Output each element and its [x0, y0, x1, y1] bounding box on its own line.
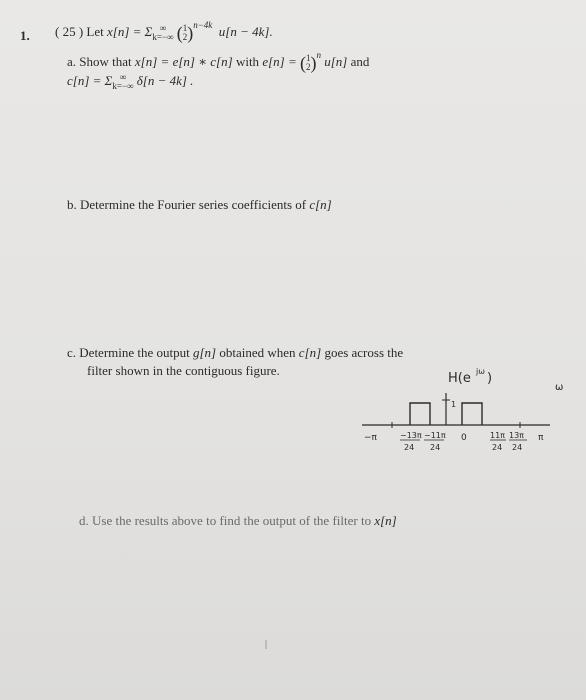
tick-label-neg-pi: −π	[364, 433, 377, 443]
part-a-c-left: c[n] = Σ	[67, 73, 113, 88]
tick-label-neg-13pi: −13π	[400, 431, 422, 440]
tick-label-13pi-den: 24	[512, 443, 523, 452]
question-statement: ( 25 ) Let x[n] = Σ ∞ k=−∞ (1 2)$^{n-4k}$ u[n − 4k].	[55, 20, 273, 43]
part-d-var: x[n]	[374, 513, 397, 528]
part-d-label: d.	[79, 513, 89, 528]
part-a-e-right: u[n]	[324, 54, 348, 69]
x-definition-left: x[n] = Σ	[107, 24, 153, 39]
part-a-and: and	[350, 54, 370, 69]
part-d-text: Use the results above to find the output of the filter to	[92, 513, 372, 528]
x-definition-right: u[n − 4k].	[218, 24, 273, 39]
part-a-e-left: e[n] =	[262, 54, 297, 69]
part-a-e-exponent: n	[316, 50, 321, 60]
part-a-equation: x[n] = e[n] ∗ c[n]	[134, 54, 233, 69]
tick-label-11pi: 11π	[490, 431, 505, 440]
filter-title: H(e	[448, 371, 471, 386]
part-b-var: c[n]	[309, 197, 332, 212]
part-a-line1: a. Show that x[n] = e[n] ∗ c[n] with e[n] = (1 2)$^n$ u[n] and	[67, 50, 370, 73]
part-b-text: Determine the Fourier series coefficients of	[80, 197, 307, 212]
one-half-fraction: 1 2	[182, 23, 188, 43]
sum-limits: ∞ k=−∞	[152, 23, 174, 43]
part-a-c-right: δ[n − 4k] .	[136, 73, 194, 88]
part-c-line1	[67, 345, 403, 361]
part-d	[79, 513, 397, 529]
part-c-g: g[n]	[193, 345, 217, 360]
pen-mark	[265, 640, 267, 649]
omega-label: ω	[555, 382, 564, 393]
filter-title-sup: jω	[476, 367, 485, 376]
part-a-c-sum-limits: ∞ k=−∞	[112, 72, 134, 92]
tick-label-11pi-den: 24	[492, 443, 503, 452]
part-a-line2	[67, 73, 193, 91]
part-c-label: c.	[67, 345, 77, 360]
question-number: 1.	[20, 28, 30, 43]
part-c-text3: goes across the	[324, 345, 404, 360]
x-exponent: n−4k	[193, 20, 213, 30]
level-label: 1	[451, 400, 457, 409]
part-b-label: b.	[67, 197, 77, 212]
tick-label-pos-pi: π	[538, 433, 544, 443]
tick-label-neg-13pi-den: 24	[404, 443, 415, 452]
tick-label-zero: 0	[461, 433, 467, 443]
tick-label-neg-11pi: −11π	[424, 431, 446, 440]
left-passband	[410, 403, 430, 425]
points: ( 25 )	[55, 24, 84, 39]
part-b	[67, 197, 332, 213]
right-passband	[462, 403, 482, 425]
filter-title-close: )	[487, 371, 493, 386]
part-c-text1: Determine the output	[79, 345, 190, 360]
part-c-line2: filter shown in the contiguous figure.	[87, 363, 280, 378]
part-a-half: 1 2	[305, 53, 311, 73]
filter-figure	[350, 360, 575, 470]
part-a-with: with	[235, 54, 260, 69]
tick-label-neg-11pi-den: 24	[430, 443, 441, 452]
part-c-text2: obtained when	[219, 345, 296, 360]
tick-label-13pi: 13π	[509, 431, 524, 440]
statement-lead: Let	[86, 24, 104, 39]
part-a-lead: Show that	[79, 54, 132, 69]
part-c-c: c[n]	[298, 345, 322, 360]
part-a-label: a.	[67, 54, 77, 69]
